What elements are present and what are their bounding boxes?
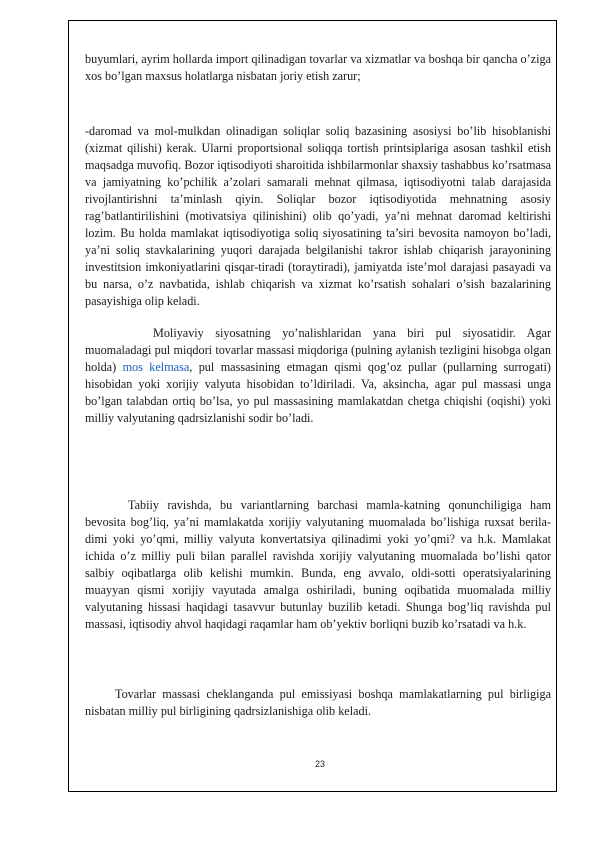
paragraph-2: -daromad va mol-mulkdan olinadigan soliqlar soliq bazasining asosiysi bo’lib hisoblanishi (xizmat qilishi) kerak. Ularni proportsional soliqqa tortish printsiplariga asosan tashkil etish maqsadga muvofiq. Bozor iqtisodiyoti sharoitida ishbilarmonlar shaxsiy tashabbus ko’rsatmasa va jamiyatning ko’pchilik a’zolari samarali mehnat qilmasa, iqtisodiyotni talab darajasida rivojlantirishni ta’minlash qiyin. Soliqlar bozor iqtisodiyotida mehnatning asosiy rag’batlantirilishini (motivatsiya qilinishini) olib qo’yadi, ya’ni mehnat daromad keltirishi lozim. Bu holda mamlakat iqtisodiyotiga soliq siyosatining ta’siri bevosita namoyon bo’ladi, ya’ni soliq stavkalarining yuqori darajada belgilanishi takror ishlab chiqarish jarayonining investitsion imkoniyatlarini qisqar-tiradi (toraytiradi), jamiyatda iste’mol darajasi pasayadi va bu narsa, o’z navbatida, ishlab chiqarish va xizmat ko’rsatish sohalari o’sish bazalarining pasayishiga olip keladi. [85, 124, 551, 309]
page-border-right [556, 20, 557, 792]
paragraph-3-text-end: , pul massasining etmagan qismi qog’oz pullar (pullarning surrogati) hisobidan yoki xorijiy valyuta hisobidan to’ldiriladi. Va, aksincha, agar pul massasi unga bo’lgan talabdan ortiq bo’lsa, yo pul massasining mamlakatdan chetga chiqishi (oqishi) yoki milliy valyutaning qadrsizlanishi sodir bo’ladi. [85, 360, 551, 426]
page-border-left [68, 20, 69, 792]
page-border-top [68, 20, 557, 21]
page-number: 23 [314, 759, 325, 769]
hyperlink-mos-kelmasa[interactable]: mos kelmasa [122, 360, 190, 375]
page-border-bottom [68, 791, 557, 792]
paragraph-3 [85, 325, 551, 427]
paragraph-4: Tabiiy ravishda, bu variantlarning barchasi mamla-katning qonunchiligiga ham bevosita bog’liq, ya’ni mamlakatda xorijiy valyutaning muomalada bo’lishiga ruxsat berila-dimi yoki yo’qmi, milliy valyuta konvertatsiya qilinadimi yoki yo’qmi? va h.k. Mamlakat ichida o’z milliy puli bilan parallel ravishda xorijiy valyutaning muomalada bo’lishi qator salbiy oqibatlarga olib kelishi mumkin. Bunda, eng avvalo, oldi-sotti operatsiyalarining muayyan qismi xorijiy vayutada amalga oshiriladi, buning oqibatida muomalada milliy valyutaning hissasi haqidagi tasavvur butunlay buzilib ketadi. Shunga bog’liq ravishda pul massasi, iqtisodiy ahvol haqidagi raqamlar ham ob’yektiv borliqni buzib ko’rsatadi va h.k. [85, 498, 551, 632]
paragraph-1: buyumlari, ayrim hollarda import qilinadigan tovarlar va xizmatlar va boshqa bir qancha o’ziga xos bo’lgan maxsus holatlarga nisbatan joriy etish zarur; [85, 52, 551, 84]
paragraph-5: Tovarlar massasi cheklanganda pul emissiyasi boshqa mamlakatlarning pul birligiga nisbatan milliy pul birligining qadrsizlanishiga olib keladi. [85, 687, 551, 719]
paragraph-3-text-start: Moliyaviy siyosatning yo’nalishlaridan yana biri pul siyosatidir. Agar muomaladagi pul miqdori tovarlar massasi miqdoriga (pulning aylanish tezligini hisobga olgan holda) [85, 326, 551, 375]
